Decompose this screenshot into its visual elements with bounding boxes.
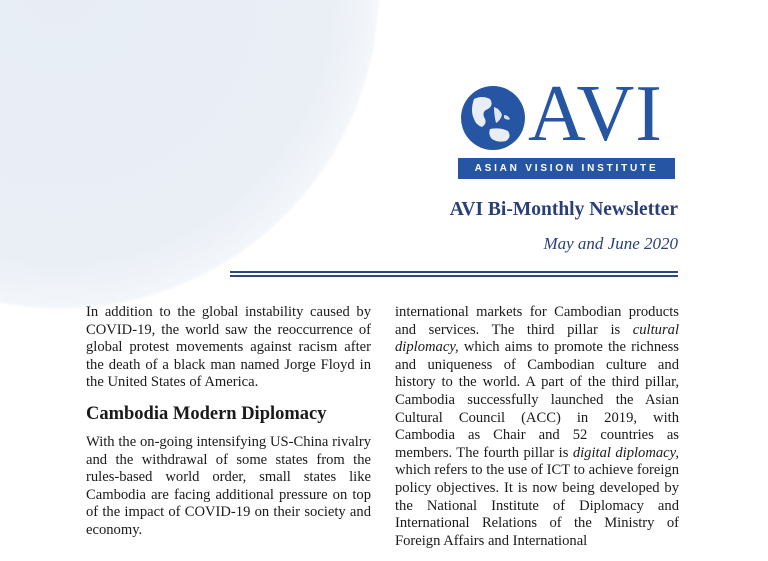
text-run: which refers to the use of ICT to achieve foreign policy objectives. It is now being developed by the National Institute of Diplomacy and International Relations of the Ministry of Foreign Affairs and International: [395, 462, 679, 549]
intro-paragraph: In addition to the global instability caused by COVID-19, the world saw the reoccurrence of global protest movements against racism after the death of a black man named Jorge Floyd in the United States of America.: [86, 304, 371, 391]
emphasis-text: cultural diplomacy,: [395, 321, 679, 356]
divider-line: [230, 275, 678, 277]
logo-banner: ASIAN VISION INSTITUTE: [458, 158, 675, 179]
newsletter-date: May and June 2020: [543, 234, 678, 253]
divider-line: [230, 271, 678, 273]
text-run: which aims to promote the richness and uniqueness of Cambodian culture and history to the world. A part of the third pillar, Cambodia successfully launched the Asian Cultural Council (ACC) in 2019, with Cambodia as Chair and 52 countries as members. The fourth pillar is: [395, 339, 679, 461]
avi-logo: [458, 70, 678, 180]
globe-icon: [460, 85, 526, 151]
logo-text: AVI: [528, 70, 663, 158]
body-paragraph: [395, 304, 679, 550]
body-paragraph: With the on-going intensifying US-China rivalry and the withdrawal of some states from the rules-based world order, small states like Cambodia are facing additional pressure on top of the impact of COVID-19 on their society and economy.: [86, 433, 371, 538]
text-run: international markets for Cambodian products and services. The third pillar is: [395, 304, 679, 338]
newsletter-title: AVI Bi-Monthly Newsletter: [449, 199, 678, 220]
emphasis-text: digital diplomacy,: [572, 444, 679, 461]
section-heading: Cambodia Modern Diplomacy: [86, 403, 327, 424]
right-column: [395, 304, 679, 561]
left-column: [86, 304, 371, 551]
